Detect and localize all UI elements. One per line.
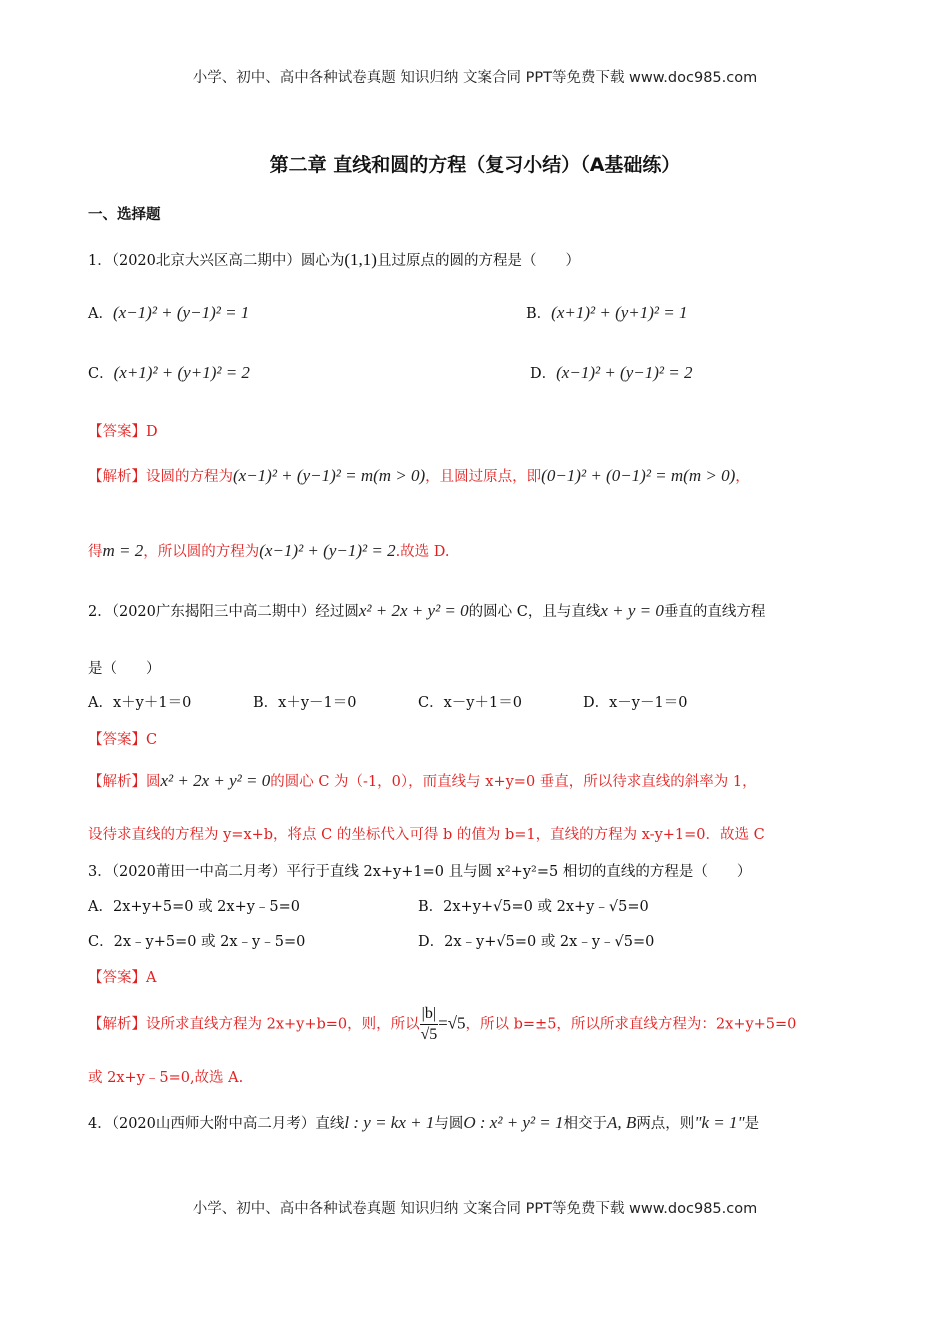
- q3-option-b: B．2x+y+√5=0 或 2x+y﹣√5=0: [418, 899, 649, 915]
- q1-option-b: B．(x+1)² + (y+1)² = 1: [526, 303, 688, 322]
- q1-option-d: D．(x−1)² + (y−1)² = 2: [530, 363, 693, 382]
- q1-explanation-cont: 得m = 2，所以圆的方程为(x−1)² + (y−1)² = 2.故选 D.: [88, 541, 450, 560]
- q1-answer: 【答案】D: [88, 424, 158, 440]
- question-2-stem: 2．（2020广东揭阳三中高二期中）经过圆x² + 2x + y² = 0的圆心 C，且与直线x + y = 0垂直的直线方程: [88, 601, 766, 620]
- q1-option-c: C．(x+1)² + (y+1)² = 2: [88, 363, 250, 382]
- q2-option-b: B．x＋y－1＝0: [253, 695, 357, 711]
- page-footer: 小学、初中、高中各种试卷真题 知识归纳 文案合同 PPT等免费下载 www.doc985.com: [192, 1201, 758, 1217]
- section-heading: 一、选择题: [88, 207, 161, 223]
- q3-option-c: C．2x﹣y+5=0 或 2x﹣y﹣5=0: [88, 934, 306, 950]
- question-1-stem: 1．（2020北京大兴区高二期中）圆心为(1,1)且过原点的圆的方程是（ ）: [88, 250, 580, 269]
- q3-answer: 【答案】A: [88, 970, 157, 986]
- question-4-stem: 4．（2020山西师大附中高二月考）直线l : y = kx + 1与圆O : x² + y² = 1相交于A, B两点，则"k = 1"是: [88, 1113, 760, 1132]
- question-2-stem-cont: 是（ ）: [88, 661, 161, 677]
- q2-answer: 【答案】C: [88, 732, 158, 748]
- q3-option-d: D．2x﹣y+√5=0 或 2x﹣y﹣√5=0: [418, 934, 655, 950]
- q1-explanation: 【解析】设圆的方程为(x−1)² + (y−1)² = m(m > 0)，且圆过原点，即(0−1)² + (0−1)² = m(m > 0)，: [88, 466, 750, 485]
- q2-explanation: 【解析】圆x² + 2x + y² = 0的圆心 C 为（-1，0），而直线与 x+y=0 垂直，所以待求直线的斜率为 1，: [88, 771, 757, 790]
- q1-center: (1,1): [344, 250, 377, 269]
- q3-explanation: 【解析】设所求直线方程为 2x+y+b=0，则，所以 $\frac{|b|}{√5}$ =√5，所以 b=±5，所以所求直线方程为：2x+y+5=0: [88, 1005, 797, 1043]
- q2-explanation-cont: 设待求直线的方程为 y=x+b，将点 C 的坐标代入可得 b 的值为 b=1，直线的方程为 x-y+1=0．故选 C: [88, 827, 765, 843]
- question-3-stem: 3．（2020莆田一中高二月考）平行于直线 2x+y+1=0 且与圆 x²+y²=5 相切的直线的方程是（ ）: [88, 864, 752, 880]
- q3-fraction: $\frac{|b|}{√5}$: [420, 1005, 438, 1043]
- page-header: 小学、初中、高中各种试卷真题 知识归纳 文案合同 PPT等免费下载 www.doc985.com: [192, 70, 758, 86]
- q2-option-a: A．x＋y＋1＝0: [88, 695, 192, 711]
- page-title: 第二章 直线和圆的方程（复习小结）（A基础练）: [269, 154, 681, 176]
- q1-option-a: A．(x−1)² + (y−1)² = 1: [88, 303, 250, 322]
- q3-option-a: A．2x+y+5=0 或 2x+y﹣5=0: [88, 899, 301, 915]
- q2-option-d: D．x－y－1＝0: [583, 695, 688, 711]
- q2-option-c: C．x－y＋1＝0: [418, 695, 522, 711]
- q3-explanation-cont: 或 2x+y﹣5=0,故选 A.: [88, 1070, 244, 1086]
